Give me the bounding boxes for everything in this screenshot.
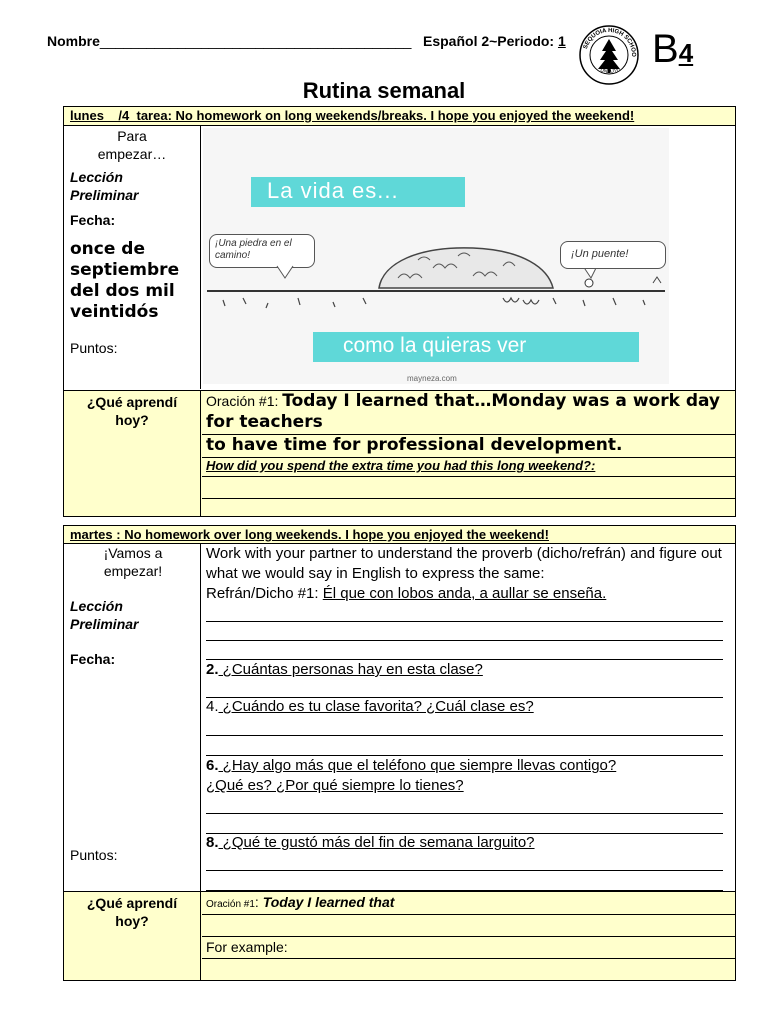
q4-text: ¿Cuándo es tu clase favorita? ¿Cuál clase es? <box>218 698 534 715</box>
version-number: 4 <box>678 38 694 68</box>
tuesday-oracion-text: Today I learned that <box>262 894 395 910</box>
banner-top-text: La vida es... <box>267 178 399 203</box>
refran-line <box>206 584 606 604</box>
fecha-label: Fecha: <box>70 212 116 228</box>
answer-line[interactable] <box>206 621 723 622</box>
school-seal-icon <box>578 24 640 86</box>
tuesday-oracion-row[interactable]: Oración #1: Today I learned that <box>202 892 735 915</box>
tuesday-puntos-label: Puntos: <box>70 847 118 863</box>
bubble-right-text: ¡Un puente! <box>571 248 629 260</box>
refran-text: Él que con lobos anda, a aullar se enseña. <box>322 585 607 602</box>
image-credit: mayneza.com <box>407 374 457 383</box>
q2-text: ¿Cuántas personas hay en esta clase? <box>218 661 483 678</box>
date-text: once de septiembre del dos mil veintidós <box>70 239 180 322</box>
question-row[interactable] <box>202 457 735 477</box>
question-4 <box>206 697 534 717</box>
answer-line-row[interactable] <box>202 434 735 458</box>
question-2 <box>206 660 483 680</box>
period-value: 1 <box>557 33 566 49</box>
tuesday-left-column <box>64 544 201 891</box>
name-field[interactable] <box>47 33 411 49</box>
banner-bottom-text: como la quieras ver <box>343 334 527 357</box>
class-period <box>423 33 566 49</box>
monday-bar: lunes__/4_tarea: No homework on long weekends/breaks. I hope you enjoyed the weekend! <box>64 107 735 126</box>
q2-number: 2. <box>206 661 219 678</box>
page-title: Rutina semanal <box>302 78 466 103</box>
version-code <box>652 27 693 75</box>
q8-text: ¿Qué te gustó más del fin de semana larguito? <box>218 834 535 851</box>
monday-section <box>63 106 736 517</box>
tuesday-learned-label: ¿Qué aprendí hoy? <box>86 895 178 929</box>
monday-learned-area <box>64 390 735 516</box>
name-blank[interactable]: ________________________________________ <box>99 33 412 49</box>
bubble-right <box>560 241 666 269</box>
bubble-left-text: ¡Una piedra en el camino! <box>215 238 292 261</box>
answer-line[interactable] <box>206 640 723 641</box>
svg-text:UNAUTH: UNAUTH <box>599 66 622 75</box>
tuesday-blank-row-2[interactable] <box>202 958 735 981</box>
question-6 <box>206 756 616 796</box>
proverb-illustration <box>203 128 669 384</box>
oracion-label: Oración #1: <box>206 393 283 409</box>
tuesday-fecha-label: Fecha: <box>70 651 116 667</box>
answer-line[interactable] <box>206 813 723 814</box>
q6-text-b: ¿Qué es? ¿Por qué siempre lo tienes? <box>206 777 464 794</box>
answer-line[interactable] <box>206 870 723 871</box>
monday-learned-left <box>64 391 201 517</box>
oracion-text: Today I learned that…Monday was a work day for teachers <box>206 391 721 432</box>
answer-line[interactable] <box>206 735 723 736</box>
tuesday-oracion-label: Oración #1 <box>206 899 255 910</box>
q4-number: 4. <box>206 698 219 715</box>
version-letter: B <box>652 27 679 71</box>
question-8 <box>206 833 535 853</box>
q8-number: 8. <box>206 834 219 851</box>
q6-text-a: ¿Hay algo más que el teléfono que siempre llevas contigo? <box>218 757 617 774</box>
tuesday-bar: martes : No homework over long weekends. I hope you enjoyed the weekend! <box>64 526 735 544</box>
example-row[interactable] <box>202 936 735 959</box>
tuesday-work-area <box>202 544 735 891</box>
svg-text:SEQUOIA HIGH SCHOOL: SEQUOIA HIGH SCHOO <box>582 27 637 57</box>
blank-row-1[interactable] <box>202 476 735 499</box>
tuesday-lesson-label: Lección Preliminar <box>70 598 139 632</box>
tuesday-learned-left <box>64 892 201 981</box>
learned-label: ¿Qué aprendí hoy? <box>86 394 178 428</box>
vamos-label: ¡Vamos a empezar! <box>103 545 163 579</box>
refran-label: Refrán/Dicho #1: <box>206 585 323 602</box>
answer-line-text: to have time for professional development. <box>206 435 623 455</box>
lesson-label: Lección Preliminar <box>70 169 139 203</box>
monday-left-column <box>64 126 201 389</box>
question-text: How did you spend the extra time you had this long weekend?: <box>206 458 596 473</box>
name-label: Nombre <box>47 33 100 49</box>
puntos-label: Puntos: <box>70 340 118 356</box>
example-label: For example: <box>206 939 288 955</box>
banner-bottom <box>313 332 639 362</box>
blank-row-2[interactable] <box>202 498 735 517</box>
tuesday-learned-area <box>64 891 735 980</box>
q6-number: 6. <box>206 757 219 774</box>
tuesday-section <box>63 525 736 981</box>
start-label: Para empezar… <box>97 128 167 162</box>
oracion-row[interactable] <box>202 391 735 435</box>
class-label: Español 2~Periodo: <box>423 33 558 49</box>
instructions-text: Work with your partner to understand the proverb (dicho/refrán) and figure out what we would say in English to express the same: <box>206 545 722 582</box>
tuesday-blank-row[interactable] <box>202 914 735 937</box>
